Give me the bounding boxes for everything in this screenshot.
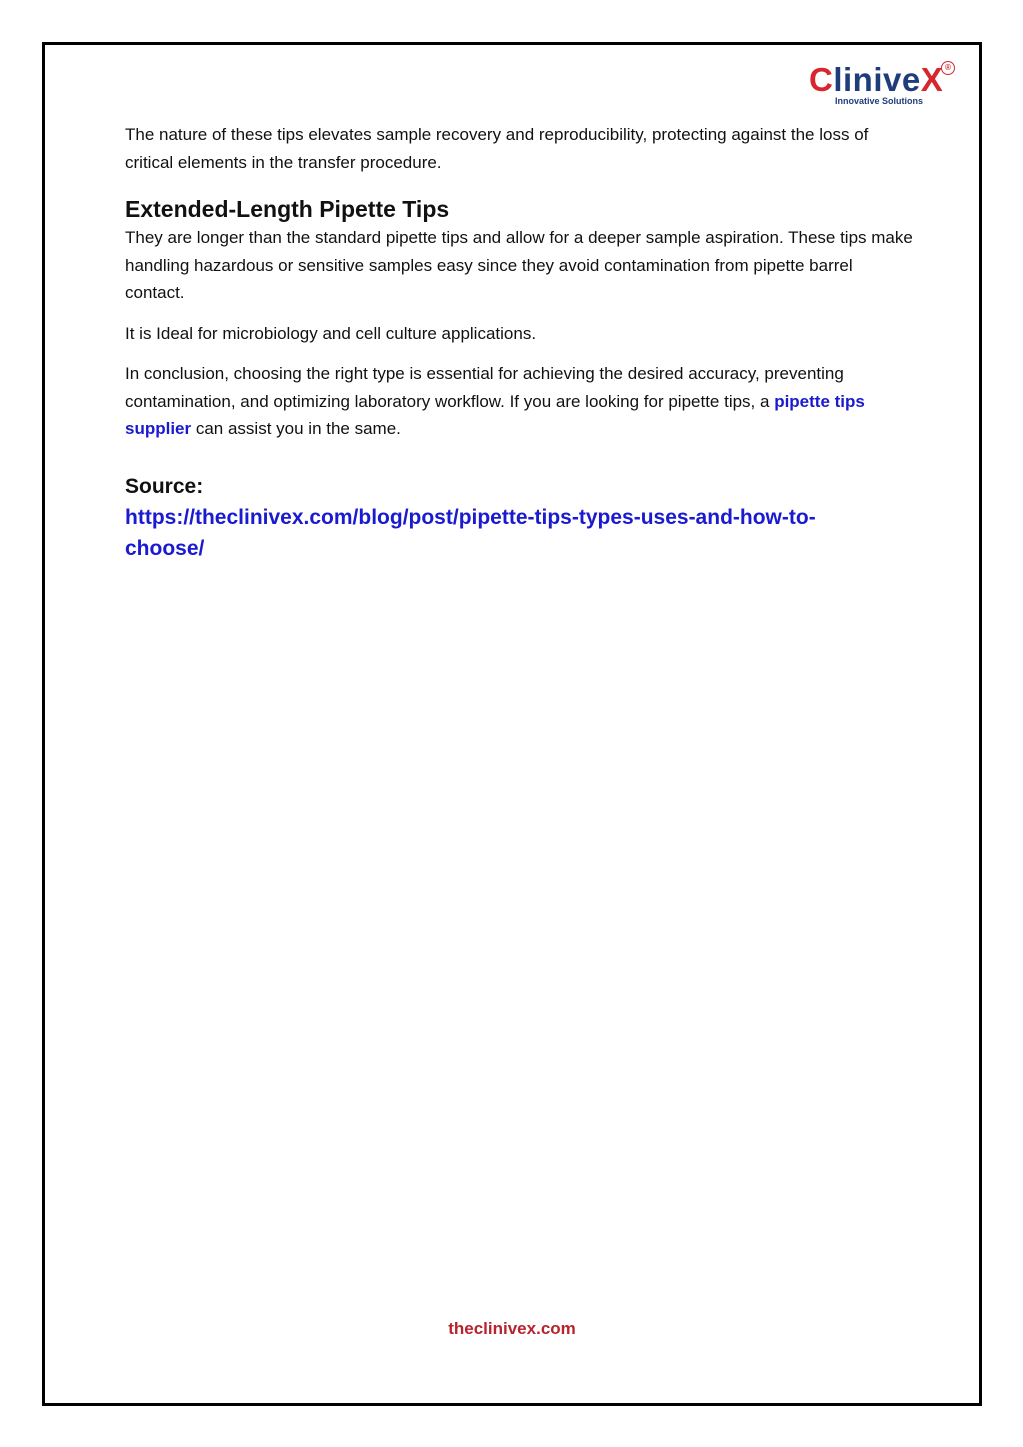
applications-paragraph: It is Ideal for microbiology and cell culture applications. [125, 323, 537, 343]
section-heading-extended-length: Extended-Length Pipette Tips [125, 196, 450, 222]
source-label: Source: [125, 474, 204, 498]
logo-letter-x: X [920, 61, 944, 98]
logo-wordmark [809, 61, 943, 99]
logo-letters-ve: ve [883, 61, 921, 98]
conclusion-text-after: can assist you in the same. [191, 419, 401, 438]
intro-paragraph: The nature of these tips elevates sample recovery and reproducibility, protecting against the loss of critical elements in the transfer procedure. [125, 125, 869, 172]
conclusion-paragraph [125, 360, 915, 443]
logo-letters-lini: lini [833, 61, 884, 98]
document-body [125, 121, 915, 564]
clinivex-logo [809, 61, 959, 111]
logo-letter-c: C [809, 61, 834, 98]
pipette-tips-supplier-link[interactable]: pipette tips supplier [125, 391, 865, 438]
footer-site-name: theclinivex.com [448, 1319, 576, 1338]
source-url-link[interactable]: https://theclinivex.com/blog/post/pipette-tips-types-uses-and-how-to-choose/ [125, 505, 816, 560]
registered-mark-icon: ® [941, 61, 955, 75]
logo-tagline: Innovative Solutions [835, 96, 924, 106]
page-frame [42, 42, 982, 1406]
extended-length-paragraph: They are longer than the standard pipette tips and allow for a deeper sample aspiration. These tips make handling hazardous or sensitive samples easy since they avoid contamination from pipette barrel contact. [125, 228, 913, 302]
conclusion-text-before: In conclusion, choosing the right type is essential for achieving the desired accuracy, preventing contamination, and optimizing laboratory workflow. If you are looking for pipette tips, a [125, 364, 844, 411]
